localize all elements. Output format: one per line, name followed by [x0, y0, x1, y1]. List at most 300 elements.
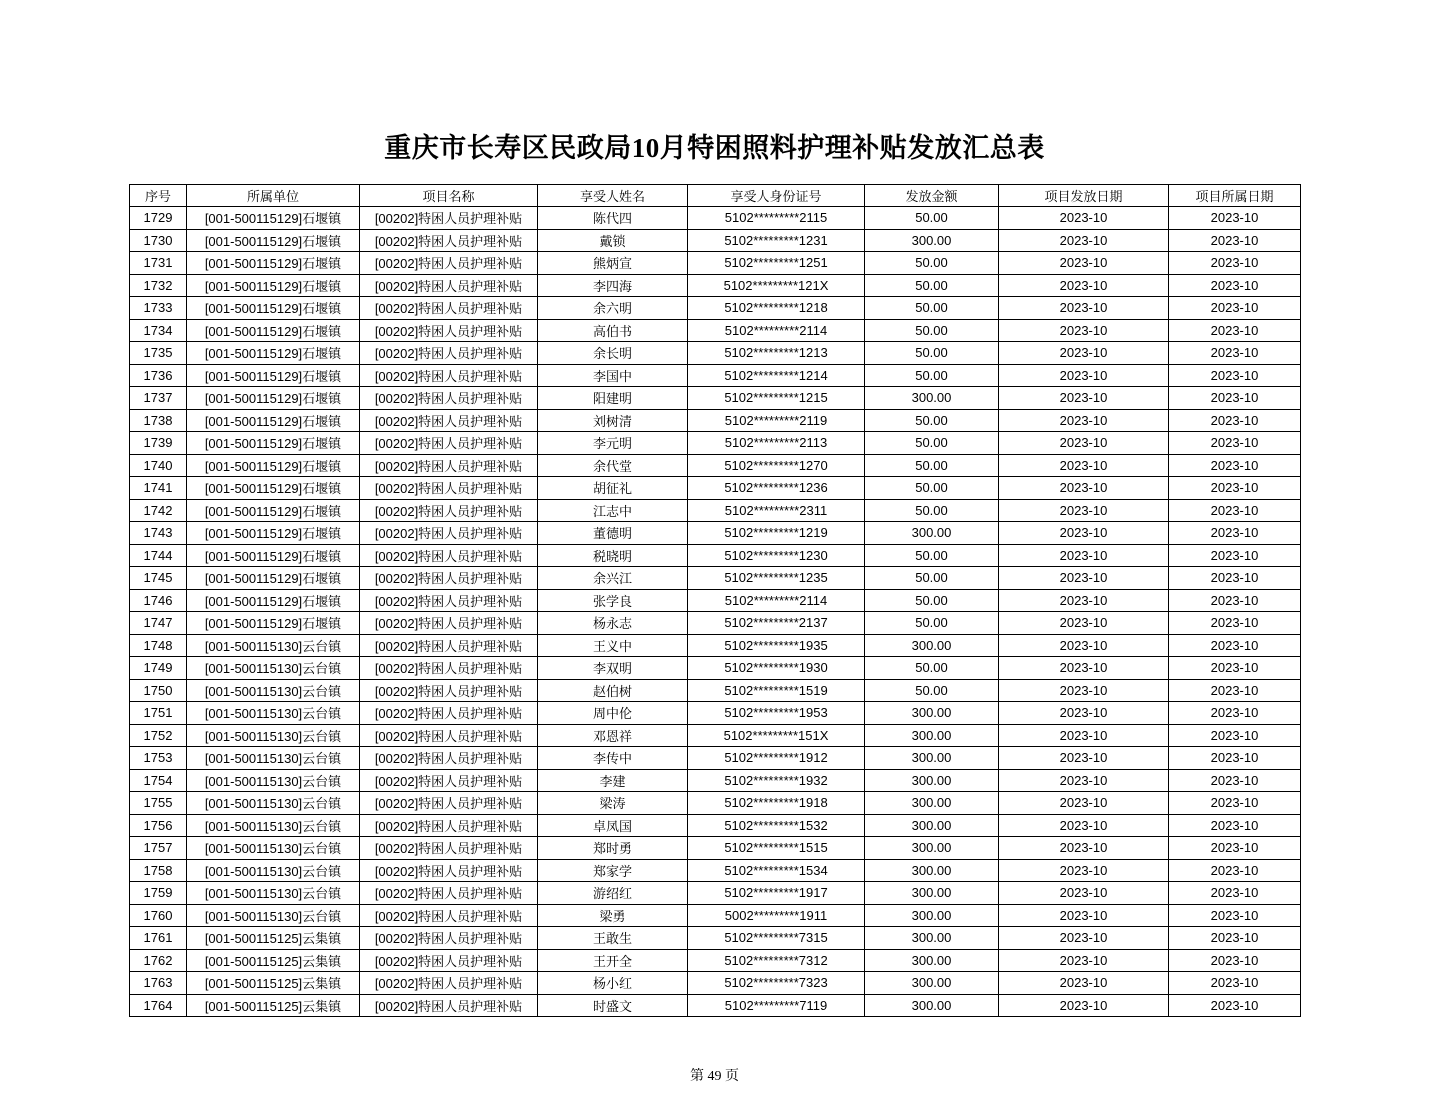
- table-cell: 50.00: [865, 252, 999, 275]
- table-cell: [001-500115129]石堰镇: [187, 274, 360, 297]
- table-cell: 2023-10: [999, 432, 1169, 455]
- table-cell: 2023-10: [1169, 972, 1301, 995]
- table-cell: [001-500115129]石堰镇: [187, 567, 360, 590]
- table-cell: 50.00: [865, 297, 999, 320]
- column-header-project: 项目名称: [360, 184, 538, 207]
- table-cell: [001-500115129]石堰镇: [187, 297, 360, 320]
- table-cell: 50.00: [865, 432, 999, 455]
- table-cell: 1740: [130, 454, 187, 477]
- table-cell: 1758: [130, 859, 187, 882]
- table-cell: 余兴江: [538, 567, 688, 590]
- table-cell: 5102*********1213: [688, 342, 865, 365]
- table-cell: [00202]特困人员护理补贴: [360, 882, 538, 905]
- table-cell: 5102*********2137: [688, 612, 865, 635]
- table-row: [130, 612, 1301, 635]
- table-cell: 1751: [130, 702, 187, 725]
- table-cell: 余长明: [538, 342, 688, 365]
- table-cell: 李建: [538, 769, 688, 792]
- table-cell: 5102*********7312: [688, 949, 865, 972]
- table-row: [130, 837, 1301, 860]
- table-cell: 王开全: [538, 949, 688, 972]
- table-cell: 50.00: [865, 657, 999, 680]
- table-cell: 2023-10: [999, 904, 1169, 927]
- table-cell: 2023-10: [1169, 589, 1301, 612]
- table-cell: 2023-10: [1169, 364, 1301, 387]
- table-cell: [001-500115130]云台镇: [187, 904, 360, 927]
- table-cell: 2023-10: [999, 499, 1169, 522]
- table-row: [130, 544, 1301, 567]
- table-cell: 300.00: [865, 949, 999, 972]
- table-cell: 2023-10: [999, 274, 1169, 297]
- table-cell: 杨小红: [538, 972, 688, 995]
- table-cell: 2023-10: [999, 454, 1169, 477]
- table-cell: 5102*********1235: [688, 567, 865, 590]
- table-cell: 时盛文: [538, 994, 688, 1017]
- table-cell: [00202]特困人员护理补贴: [360, 522, 538, 545]
- table-cell: 50.00: [865, 454, 999, 477]
- table-row: [130, 387, 1301, 410]
- subsidy-summary-table: [129, 184, 1301, 1018]
- table-cell: 2023-10: [1169, 499, 1301, 522]
- table-cell: 1763: [130, 972, 187, 995]
- table-row: [130, 274, 1301, 297]
- table-cell: [001-500115129]石堰镇: [187, 454, 360, 477]
- column-header-unit: 所属单位: [187, 184, 360, 207]
- table-cell: [00202]特困人员护理补贴: [360, 252, 538, 275]
- table-cell: 2023-10: [1169, 904, 1301, 927]
- table-cell: [00202]特困人员护理补贴: [360, 567, 538, 590]
- table-cell: 2023-10: [1169, 724, 1301, 747]
- table-cell: 300.00: [865, 229, 999, 252]
- table-cell: 5102*********1251: [688, 252, 865, 275]
- table-cell: 2023-10: [1169, 859, 1301, 882]
- table-cell: 2023-10: [999, 927, 1169, 950]
- table-cell: 李四海: [538, 274, 688, 297]
- table-cell: 1756: [130, 814, 187, 837]
- table-cell: [00202]特困人员护理补贴: [360, 859, 538, 882]
- table-cell: 2023-10: [999, 949, 1169, 972]
- table-cell: 5102*********2113: [688, 432, 865, 455]
- table-cell: [001-500115129]石堰镇: [187, 319, 360, 342]
- table-cell: 5102*********1912: [688, 747, 865, 770]
- table-row: [130, 657, 1301, 680]
- table-cell: 300.00: [865, 814, 999, 837]
- table-cell: 2023-10: [999, 724, 1169, 747]
- table-cell: [001-500115130]云台镇: [187, 882, 360, 905]
- table-cell: [001-500115129]石堰镇: [187, 229, 360, 252]
- table-cell: [001-500115129]石堰镇: [187, 477, 360, 500]
- table-cell: 2023-10: [1169, 747, 1301, 770]
- table-cell: 1746: [130, 589, 187, 612]
- table-cell: 50.00: [865, 567, 999, 590]
- table-cell: [001-500115129]石堰镇: [187, 612, 360, 635]
- table-cell: 50.00: [865, 207, 999, 230]
- table-cell: 张学良: [538, 589, 688, 612]
- table-cell: 300.00: [865, 387, 999, 410]
- table-cell: 50.00: [865, 544, 999, 567]
- table-cell: 1734: [130, 319, 187, 342]
- table-cell: 1752: [130, 724, 187, 747]
- table-cell: 5102*********1930: [688, 657, 865, 680]
- table-row: [130, 814, 1301, 837]
- table-row: [130, 454, 1301, 477]
- table-cell: 2023-10: [1169, 612, 1301, 635]
- table-cell: 1755: [130, 792, 187, 815]
- table-cell: 300.00: [865, 882, 999, 905]
- table-cell: 2023-10: [1169, 702, 1301, 725]
- table-cell: 2023-10: [999, 477, 1169, 500]
- table-cell: 300.00: [865, 522, 999, 545]
- table-row: [130, 724, 1301, 747]
- table-row: [130, 859, 1301, 882]
- table-cell: 2023-10: [999, 387, 1169, 410]
- table-cell: [001-500115129]石堰镇: [187, 522, 360, 545]
- table-cell: 5102*********1935: [688, 634, 865, 657]
- column-header-period-date: 项目所属日期: [1169, 184, 1301, 207]
- table-cell: 赵伯树: [538, 679, 688, 702]
- table-cell: 300.00: [865, 724, 999, 747]
- table-cell: 余代堂: [538, 454, 688, 477]
- table-cell: 5002*********1911: [688, 904, 865, 927]
- table-cell: [00202]特困人员护理补贴: [360, 274, 538, 297]
- table-cell: 50.00: [865, 319, 999, 342]
- table-cell: 2023-10: [999, 297, 1169, 320]
- table-cell: [00202]特困人员护理补贴: [360, 724, 538, 747]
- table-cell: 2023-10: [999, 769, 1169, 792]
- table-cell: 余六明: [538, 297, 688, 320]
- table-cell: 2023-10: [1169, 297, 1301, 320]
- table-cell: [00202]特困人员护理补贴: [360, 387, 538, 410]
- table-cell: 50.00: [865, 679, 999, 702]
- table-header: [130, 184, 1301, 207]
- table-row: [130, 769, 1301, 792]
- table-cell: 300.00: [865, 972, 999, 995]
- table-cell: 2023-10: [999, 994, 1169, 1017]
- table-cell: 5102*********1215: [688, 387, 865, 410]
- column-header-id: 享受人身份证号: [688, 184, 865, 207]
- table-cell: 1761: [130, 927, 187, 950]
- table-row: [130, 522, 1301, 545]
- table-cell: [00202]特困人员护理补贴: [360, 207, 538, 230]
- column-header-issue-date: 项目发放日期: [999, 184, 1169, 207]
- table-cell: 50.00: [865, 589, 999, 612]
- table-cell: 300.00: [865, 859, 999, 882]
- table-cell: 2023-10: [1169, 634, 1301, 657]
- table-cell: 2023-10: [1169, 477, 1301, 500]
- table-cell: [001-500115130]云台镇: [187, 702, 360, 725]
- table-cell: 2023-10: [999, 207, 1169, 230]
- table-cell: 1732: [130, 274, 187, 297]
- table-cell: 5102*********151X: [688, 724, 865, 747]
- table-cell: 1729: [130, 207, 187, 230]
- table-cell: 5102*********1270: [688, 454, 865, 477]
- table-cell: 李元明: [538, 432, 688, 455]
- table-cell: 2023-10: [1169, 567, 1301, 590]
- table-cell: 2023-10: [999, 319, 1169, 342]
- table-row: [130, 567, 1301, 590]
- table-cell: 2023-10: [1169, 319, 1301, 342]
- table-cell: 5102*********1917: [688, 882, 865, 905]
- table-cell: [00202]特困人员护理补贴: [360, 927, 538, 950]
- table-container: [0, 184, 1429, 1018]
- table-cell: [001-500115130]云台镇: [187, 859, 360, 882]
- table-row: [130, 994, 1301, 1017]
- table-cell: 1760: [130, 904, 187, 927]
- table-cell: 50.00: [865, 274, 999, 297]
- table-cell: 李国中: [538, 364, 688, 387]
- table-cell: [00202]特困人员护理补贴: [360, 972, 538, 995]
- table-row: [130, 477, 1301, 500]
- table-cell: 1750: [130, 679, 187, 702]
- table-cell: [001-500115130]云台镇: [187, 634, 360, 657]
- table-cell: [00202]特困人员护理补贴: [360, 949, 538, 972]
- table-row: [130, 792, 1301, 815]
- table-cell: [001-500115129]石堰镇: [187, 544, 360, 567]
- table-cell: 胡征礼: [538, 477, 688, 500]
- table-row: [130, 297, 1301, 320]
- table-cell: [001-500115130]云台镇: [187, 657, 360, 680]
- table-cell: [00202]特困人员护理补贴: [360, 657, 538, 680]
- page-title: 重庆市长寿区民政局10月特困照料护理补贴发放汇总表: [384, 133, 1045, 163]
- table-cell: 2023-10: [999, 972, 1169, 995]
- table-cell: 2023-10: [1169, 814, 1301, 837]
- table-cell: 2023-10: [1169, 387, 1301, 410]
- table-cell: 5102*********2119: [688, 409, 865, 432]
- table-cell: 2023-10: [999, 792, 1169, 815]
- table-cell: 1759: [130, 882, 187, 905]
- table-cell: 2023-10: [1169, 342, 1301, 365]
- table-cell: 2023-10: [999, 657, 1169, 680]
- table-cell: 阳建明: [538, 387, 688, 410]
- table-cell: 董德明: [538, 522, 688, 545]
- table-cell: 1733: [130, 297, 187, 320]
- table-cell: [00202]特困人员护理补贴: [360, 297, 538, 320]
- table-cell: 5102*********1230: [688, 544, 865, 567]
- table-cell: 郑时勇: [538, 837, 688, 860]
- table-cell: [001-500115129]石堰镇: [187, 252, 360, 275]
- table-cell: 5102*********1515: [688, 837, 865, 860]
- table-cell: [00202]特困人员护理补贴: [360, 994, 538, 1017]
- table-cell: [00202]特困人员护理补贴: [360, 319, 538, 342]
- table-cell: 2023-10: [999, 634, 1169, 657]
- table-cell: 周中伦: [538, 702, 688, 725]
- table-cell: 2023-10: [999, 544, 1169, 567]
- table-cell: [00202]特困人员护理补贴: [360, 229, 538, 252]
- table-cell: 梁涛: [538, 792, 688, 815]
- table-row: [130, 342, 1301, 365]
- table-cell: 5102*********7323: [688, 972, 865, 995]
- table-cell: 2023-10: [1169, 792, 1301, 815]
- table-cell: 2023-10: [999, 702, 1169, 725]
- table-row: [130, 207, 1301, 230]
- table-cell: 2023-10: [1169, 522, 1301, 545]
- table-cell: 5102*********1231: [688, 229, 865, 252]
- table-cell: [00202]特困人员护理补贴: [360, 409, 538, 432]
- table-cell: 5102*********1519: [688, 679, 865, 702]
- table-cell: [00202]特困人员护理补贴: [360, 589, 538, 612]
- table-row: [130, 882, 1301, 905]
- table-cell: 1762: [130, 949, 187, 972]
- table-cell: [001-500115129]石堰镇: [187, 409, 360, 432]
- table-cell: 1757: [130, 837, 187, 860]
- table-cell: 2023-10: [1169, 882, 1301, 905]
- table-cell: 李双明: [538, 657, 688, 680]
- table-cell: 50.00: [865, 342, 999, 365]
- table-cell: 梁勇: [538, 904, 688, 927]
- table-row: [130, 432, 1301, 455]
- table-cell: 5102*********2115: [688, 207, 865, 230]
- table-cell: 50.00: [865, 477, 999, 500]
- table-cell: [001-500115130]云台镇: [187, 769, 360, 792]
- table-cell: 戴锁: [538, 229, 688, 252]
- table-cell: [00202]特困人员护理补贴: [360, 634, 538, 657]
- table-cell: 1742: [130, 499, 187, 522]
- table-cell: 5102*********121X: [688, 274, 865, 297]
- table-cell: 300.00: [865, 702, 999, 725]
- table-cell: 王义中: [538, 634, 688, 657]
- table-cell: 300.00: [865, 927, 999, 950]
- table-cell: 1748: [130, 634, 187, 657]
- table-cell: [001-500115129]石堰镇: [187, 432, 360, 455]
- table-cell: 2023-10: [999, 859, 1169, 882]
- table-body: [130, 207, 1301, 1017]
- table-cell: 5102*********1932: [688, 769, 865, 792]
- table-cell: 300.00: [865, 792, 999, 815]
- table-row: [130, 589, 1301, 612]
- table-cell: [001-500115129]石堰镇: [187, 589, 360, 612]
- table-cell: 2023-10: [999, 589, 1169, 612]
- table-cell: 2023-10: [999, 364, 1169, 387]
- table-row: [130, 972, 1301, 995]
- table-cell: 2023-10: [1169, 657, 1301, 680]
- table-row: [130, 229, 1301, 252]
- table-cell: 2023-10: [1169, 769, 1301, 792]
- table-cell: [00202]特困人员护理补贴: [360, 454, 538, 477]
- table-cell: 游绍红: [538, 882, 688, 905]
- table-cell: 卓凤国: [538, 814, 688, 837]
- table-cell: [001-500115130]云台镇: [187, 792, 360, 815]
- table-row: [130, 364, 1301, 387]
- table-cell: 5102*********7119: [688, 994, 865, 1017]
- table-cell: [00202]特困人员护理补贴: [360, 814, 538, 837]
- table-cell: [00202]特困人员护理补贴: [360, 904, 538, 927]
- table-cell: 刘树清: [538, 409, 688, 432]
- table-cell: [00202]特困人员护理补贴: [360, 477, 538, 500]
- table-cell: [001-500115125]云集镇: [187, 949, 360, 972]
- table-cell: 300.00: [865, 769, 999, 792]
- table-cell: 2023-10: [1169, 544, 1301, 567]
- table-cell: 5102*********1214: [688, 364, 865, 387]
- table-cell: [00202]特困人员护理补贴: [360, 679, 538, 702]
- table-cell: 1745: [130, 567, 187, 590]
- table-cell: 2023-10: [1169, 432, 1301, 455]
- table-cell: 5102*********2311: [688, 499, 865, 522]
- table-cell: 1736: [130, 364, 187, 387]
- column-header-amount: 发放金额: [865, 184, 999, 207]
- table-row: [130, 634, 1301, 657]
- table-cell: [001-500115130]云台镇: [187, 747, 360, 770]
- table-cell: 50.00: [865, 364, 999, 387]
- table-cell: [001-500115125]云集镇: [187, 972, 360, 995]
- table-cell: 杨永志: [538, 612, 688, 635]
- table-row: [130, 319, 1301, 342]
- table-cell: 2023-10: [999, 229, 1169, 252]
- table-cell: 1735: [130, 342, 187, 365]
- table-cell: 2023-10: [999, 814, 1169, 837]
- table-cell: 2023-10: [1169, 949, 1301, 972]
- table-cell: [00202]特困人员护理补贴: [360, 342, 538, 365]
- table-cell: 2023-10: [1169, 679, 1301, 702]
- table-cell: [001-500115129]石堰镇: [187, 342, 360, 365]
- table-cell: 2023-10: [999, 522, 1169, 545]
- table-cell: [00202]特困人员护理补贴: [360, 432, 538, 455]
- table-row: [130, 499, 1301, 522]
- table-cell: 1738: [130, 409, 187, 432]
- table-cell: 300.00: [865, 837, 999, 860]
- table-cell: [00202]特困人员护理补贴: [360, 364, 538, 387]
- table-cell: [001-500115130]云台镇: [187, 679, 360, 702]
- table-cell: 2023-10: [999, 567, 1169, 590]
- table-cell: 5102*********1532: [688, 814, 865, 837]
- table-cell: 税晓明: [538, 544, 688, 567]
- table-cell: [001-500115125]云集镇: [187, 927, 360, 950]
- table-cell: [001-500115129]石堰镇: [187, 499, 360, 522]
- table-cell: [00202]特困人员护理补贴: [360, 792, 538, 815]
- table-cell: 1739: [130, 432, 187, 455]
- table-row: [130, 702, 1301, 725]
- table-cell: 5102*********1218: [688, 297, 865, 320]
- table-cell: 2023-10: [1169, 927, 1301, 950]
- table-cell: 熊炳宣: [538, 252, 688, 275]
- table-cell: 2023-10: [999, 679, 1169, 702]
- table-cell: [00202]特困人员护理补贴: [360, 837, 538, 860]
- table-cell: 2023-10: [1169, 454, 1301, 477]
- table-cell: [00202]特困人员护理补贴: [360, 702, 538, 725]
- table-cell: 1747: [130, 612, 187, 635]
- table-cell: [00202]特困人员护理补贴: [360, 499, 538, 522]
- table-cell: [001-500115130]云台镇: [187, 724, 360, 747]
- table-cell: 1764: [130, 994, 187, 1017]
- table-cell: [001-500115130]云台镇: [187, 837, 360, 860]
- table-cell: 2023-10: [999, 882, 1169, 905]
- table-cell: 5102*********1236: [688, 477, 865, 500]
- table-cell: [00202]特困人员护理补贴: [360, 769, 538, 792]
- table-cell: 2023-10: [999, 342, 1169, 365]
- table-cell: 2023-10: [999, 747, 1169, 770]
- table-cell: 300.00: [865, 994, 999, 1017]
- table-cell: 5102*********2114: [688, 319, 865, 342]
- table-cell: 邓恩祥: [538, 724, 688, 747]
- table-cell: 1744: [130, 544, 187, 567]
- table-cell: 2023-10: [1169, 994, 1301, 1017]
- table-cell: [001-500115129]石堰镇: [187, 207, 360, 230]
- table-cell: [001-500115130]云台镇: [187, 814, 360, 837]
- table-cell: [001-500115125]云集镇: [187, 994, 360, 1017]
- table-cell: [00202]特困人员护理补贴: [360, 612, 538, 635]
- table-cell: 江志中: [538, 499, 688, 522]
- table-cell: [001-500115129]石堰镇: [187, 387, 360, 410]
- table-cell: 5102*********1534: [688, 859, 865, 882]
- table-cell: 2023-10: [999, 837, 1169, 860]
- table-cell: 50.00: [865, 499, 999, 522]
- table-cell: 1731: [130, 252, 187, 275]
- table-row: [130, 904, 1301, 927]
- table-cell: 李传中: [538, 747, 688, 770]
- column-header-name: 享受人姓名: [538, 184, 688, 207]
- table-cell: 2023-10: [1169, 409, 1301, 432]
- table-cell: 郑家学: [538, 859, 688, 882]
- table-cell: 5102*********1953: [688, 702, 865, 725]
